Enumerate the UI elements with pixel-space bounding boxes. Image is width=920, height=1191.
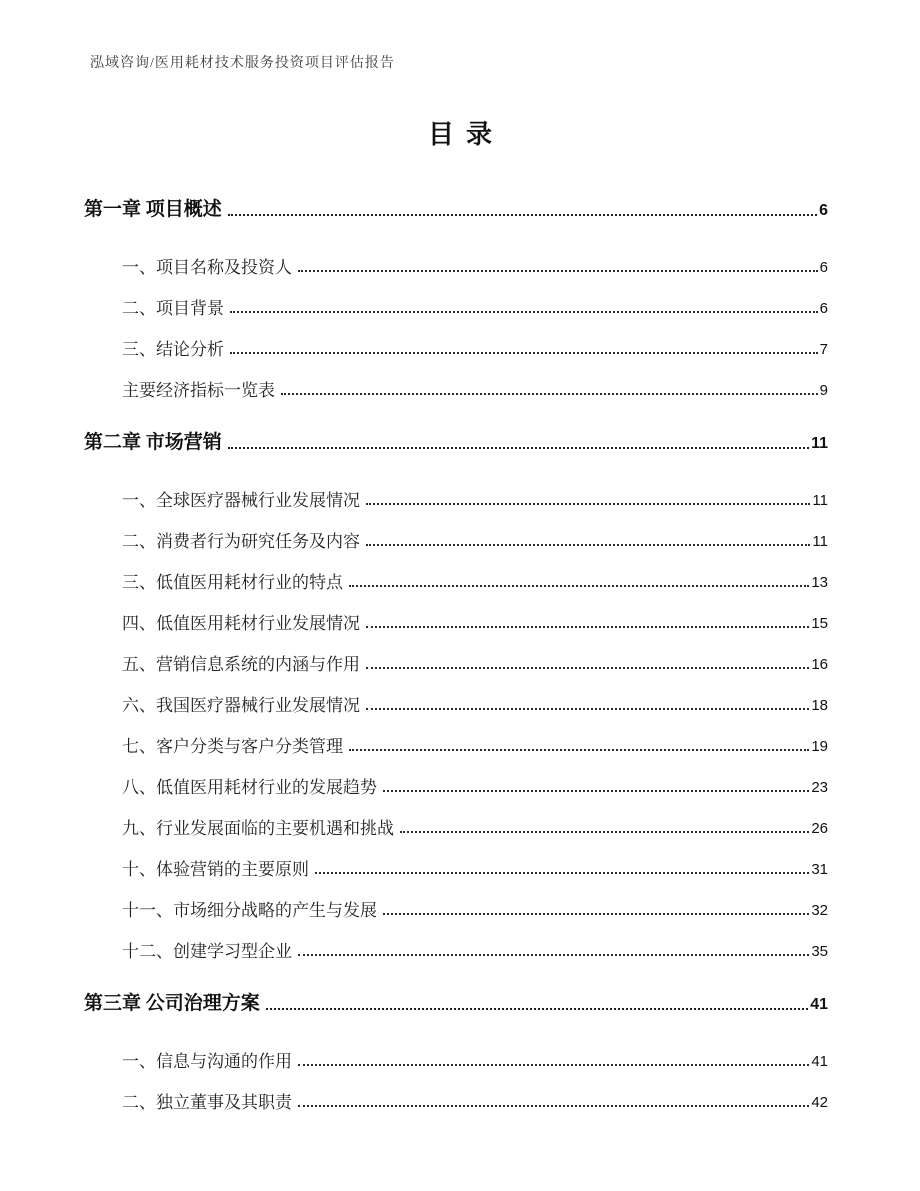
dot-leader (366, 544, 810, 546)
toc-item-page-number: 31 (811, 860, 828, 878)
toc-item-entry[interactable] (122, 360, 828, 401)
toc-item-page-number: 35 (811, 942, 828, 960)
toc-item-label: 六、我国医疗器械行业发展情况 (122, 695, 360, 715)
toc-item-label: 主要经济指标一览表 (122, 380, 275, 400)
toc-item-entry[interactable] (122, 470, 828, 511)
toc-chapter-items (84, 470, 828, 962)
toc-item-page-number: 16 (811, 655, 828, 673)
dot-leader (281, 393, 818, 395)
toc-item-entry[interactable] (122, 1031, 828, 1072)
dot-leader (298, 1064, 809, 1066)
toc-item-label: 一、全球医疗器械行业发展情况 (122, 490, 360, 510)
toc-item-page-number: 9 (819, 381, 828, 399)
toc-item-label: 二、消费者行为研究任务及内容 (122, 531, 360, 551)
toc-item-label: 一、信息与沟通的作用 (122, 1051, 292, 1071)
table-of-contents (84, 178, 828, 1113)
dot-leader (366, 667, 809, 669)
toc-item-label: 二、项目背景 (122, 298, 224, 318)
dot-leader (298, 1105, 809, 1107)
toc-item-entry[interactable] (122, 593, 828, 634)
toc-item-page-number: 32 (811, 901, 828, 919)
toc-item-entry[interactable] (122, 1072, 828, 1113)
toc-item-entry[interactable] (122, 319, 828, 360)
dot-leader (366, 503, 810, 505)
toc-item-label: 四、低值医用耗材行业发展情况 (122, 613, 360, 633)
dot-leader (315, 872, 809, 874)
toc-item-page-number: 6 (819, 258, 828, 276)
dot-leader (230, 352, 818, 354)
toc-item-label: 十、体验营销的主要原则 (122, 859, 309, 879)
dot-leader (383, 790, 809, 792)
dot-leader (383, 913, 809, 915)
toc-chapter-label: 第二章 市场营销 (84, 432, 222, 454)
toc-item-label: 五、营销信息系统的内涵与作用 (122, 654, 360, 674)
toc-item-label: 一、项目名称及投资人 (122, 257, 292, 277)
toc-item-page-number: 7 (819, 340, 828, 358)
toc-chapter-entry[interactable] (84, 425, 828, 455)
toc-item-label: 八、低值医用耗材行业的发展趋势 (122, 777, 377, 797)
toc-chapter-page-number: 11 (811, 435, 828, 453)
toc-chapter-items (84, 237, 828, 401)
toc-chapter-section (84, 986, 828, 1113)
dot-leader (366, 708, 809, 710)
toc-item-label: 三、结论分析 (122, 339, 224, 359)
toc-item-entry[interactable] (122, 798, 828, 839)
toc-item-entry[interactable] (122, 278, 828, 319)
dot-leader (228, 214, 817, 216)
toc-chapter-entry[interactable] (84, 986, 828, 1016)
toc-item-label: 九、行业发展面临的主要机遇和挑战 (122, 818, 394, 838)
toc-chapter-entry[interactable] (84, 192, 828, 222)
dot-leader (400, 831, 809, 833)
dot-leader (228, 447, 809, 449)
toc-item-label: 十二、创建学习型企业 (122, 941, 292, 961)
toc-chapter-items (84, 1031, 828, 1113)
toc-item-entry[interactable] (122, 675, 828, 716)
toc-item-page-number: 11 (812, 532, 828, 550)
toc-item-page-number: 6 (819, 299, 828, 317)
dot-leader (298, 954, 809, 956)
dot-leader (366, 626, 809, 628)
toc-chapter-page-number: 6 (819, 202, 828, 220)
dot-leader (230, 311, 818, 313)
toc-item-page-number: 11 (812, 491, 828, 509)
toc-item-entry[interactable] (122, 921, 828, 962)
toc-chapter-page-number: 41 (810, 996, 828, 1014)
toc-item-page-number: 15 (811, 614, 828, 632)
toc-item-label: 七、客户分类与客户分类管理 (122, 736, 343, 756)
toc-item-entry[interactable] (122, 552, 828, 593)
toc-chapter-section (84, 425, 828, 962)
toc-item-entry[interactable] (122, 716, 828, 757)
toc-item-page-number: 19 (811, 737, 828, 755)
toc-item-entry[interactable] (122, 634, 828, 675)
toc-item-page-number: 13 (811, 573, 828, 591)
dot-leader (266, 1008, 808, 1010)
toc-item-page-number: 18 (811, 696, 828, 714)
dot-leader (349, 585, 809, 587)
toc-chapter-label: 第一章 项目概述 (84, 199, 222, 221)
toc-chapter-section (84, 192, 828, 401)
toc-item-entry[interactable] (122, 839, 828, 880)
toc-item-label: 十一、市场细分战略的产生与发展 (122, 900, 377, 920)
toc-item-entry[interactable] (122, 511, 828, 552)
toc-title: 目录 (427, 120, 504, 149)
toc-item-page-number: 42 (811, 1093, 828, 1111)
toc-item-page-number: 26 (811, 819, 828, 837)
toc-item-entry[interactable] (122, 880, 828, 921)
toc-item-entry[interactable] (122, 237, 828, 278)
dot-leader (349, 749, 809, 751)
dot-leader (298, 270, 818, 272)
toc-item-label: 三、低值医用耗材行业的特点 (122, 572, 343, 592)
toc-item-page-number: 41 (811, 1052, 828, 1070)
toc-chapter-label: 第三章 公司治理方案 (84, 993, 260, 1015)
toc-item-page-number: 23 (811, 778, 828, 796)
document-header: 泓域咨询/医用耗材技术服务投资项目评估报告 (90, 56, 395, 71)
toc-item-entry[interactable] (122, 757, 828, 798)
toc-item-label: 二、独立董事及其职责 (122, 1092, 292, 1112)
